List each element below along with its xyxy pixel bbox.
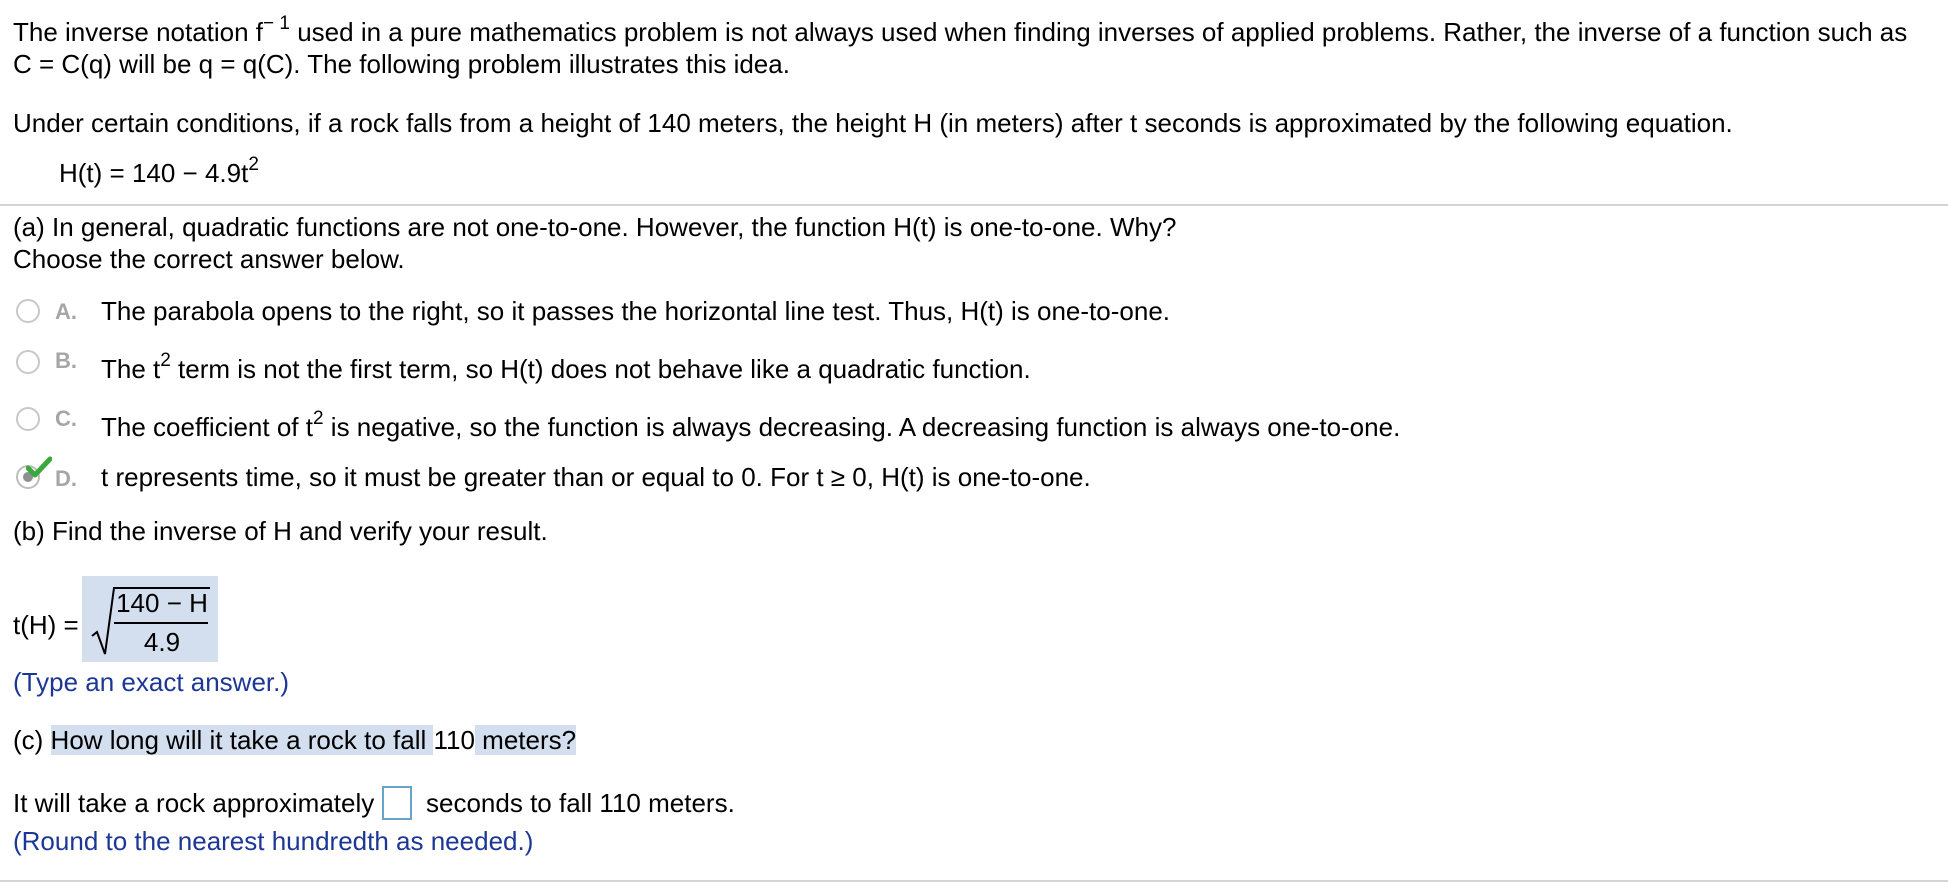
part-a-question: (a) In general, quadratic functions are not one-to-one. However, the function H(t) is one-to-one. Why?: [13, 212, 1177, 242]
equation-exponent: 2: [248, 154, 259, 175]
part-c-answer-suffix: seconds to fall 110 meters.: [426, 788, 735, 818]
part-c-label: (c): [13, 725, 51, 755]
intro-text-cont: used in a pure mathematics problem is not always used when finding inverses of applied problems. Rather, the inverse of a function such as: [290, 17, 1908, 47]
option-b-radio[interactable]: [16, 350, 40, 374]
option-b-text-b: term is not the first term, so H(t) does not behave like a quadratic function.: [170, 354, 1031, 384]
answer-numerator: 140 − H: [116, 588, 208, 618]
part-c-question: [13, 724, 576, 756]
option-b-text-a: The t: [101, 354, 161, 384]
part-c-hint: (Round to the nearest hundredth as needed.): [13, 826, 534, 856]
option-a-text: The parabola opens to the right, so it passes the horizontal line test. Thus, H(t) is one-to-one.: [101, 296, 1170, 326]
part-a-instruction: Choose the correct answer below.: [13, 244, 405, 274]
height-equation: [59, 154, 259, 193]
part-c-question-highlight: How long will it take a rock to fall: [50, 725, 434, 755]
answer-denominator: 4.9: [143, 627, 181, 657]
option-a-letter: A.: [55, 299, 77, 324]
option-d-text: t represents time, so it must be greater than or equal to 0. For t ≥ 0, H(t) is one-to-one.: [101, 462, 1091, 492]
intro-line-2: C = C(q) will be q = q(C). The following problem illustrates this idea.: [13, 49, 790, 79]
part-c-question-highlight-end: meters?: [474, 725, 577, 755]
inverse-superscript: − 1: [263, 13, 290, 34]
equation-text: H(t) = 140 − 4.9t: [59, 158, 249, 188]
intro-line-1: [13, 13, 1908, 52]
part-b-question: (b) Find the inverse of H and verify your result.: [13, 516, 548, 546]
option-c-exponent: 2: [312, 408, 324, 429]
part-c-answer-prefix: It will take a rock approximately: [13, 788, 375, 818]
problem-statement: Under certain conditions, if a rock falls from a height of 140 meters, the height H (in meters) after t seconds is approximated by the following equation.: [13, 108, 1733, 138]
option-c-radio[interactable]: [16, 407, 40, 431]
option-a-radio[interactable]: [16, 299, 40, 323]
option-c-text-a: The coefficient of t: [101, 412, 313, 442]
fraction-bar: [114, 622, 208, 624]
option-b-letter: B.: [55, 348, 77, 373]
option-c-letter: C.: [55, 406, 77, 431]
part-b-hint: (Type an exact answer.): [13, 667, 290, 697]
checkmark-icon: [26, 456, 52, 478]
intro-text: The inverse notation f: [13, 17, 264, 47]
time-answer-input[interactable]: [382, 786, 412, 820]
option-c-text: [101, 408, 1401, 447]
option-b-text: [101, 350, 1031, 389]
section-divider: [0, 204, 1948, 206]
option-d-letter: D.: [55, 466, 77, 491]
part-b-answer-label: t(H) =: [13, 610, 79, 640]
part-c-distance: 110: [433, 725, 475, 755]
option-c-text-b: is negative, so the function is always decreasing. A decreasing function is always one-to-one.: [323, 412, 1401, 442]
option-b-exponent: 2: [160, 350, 171, 371]
